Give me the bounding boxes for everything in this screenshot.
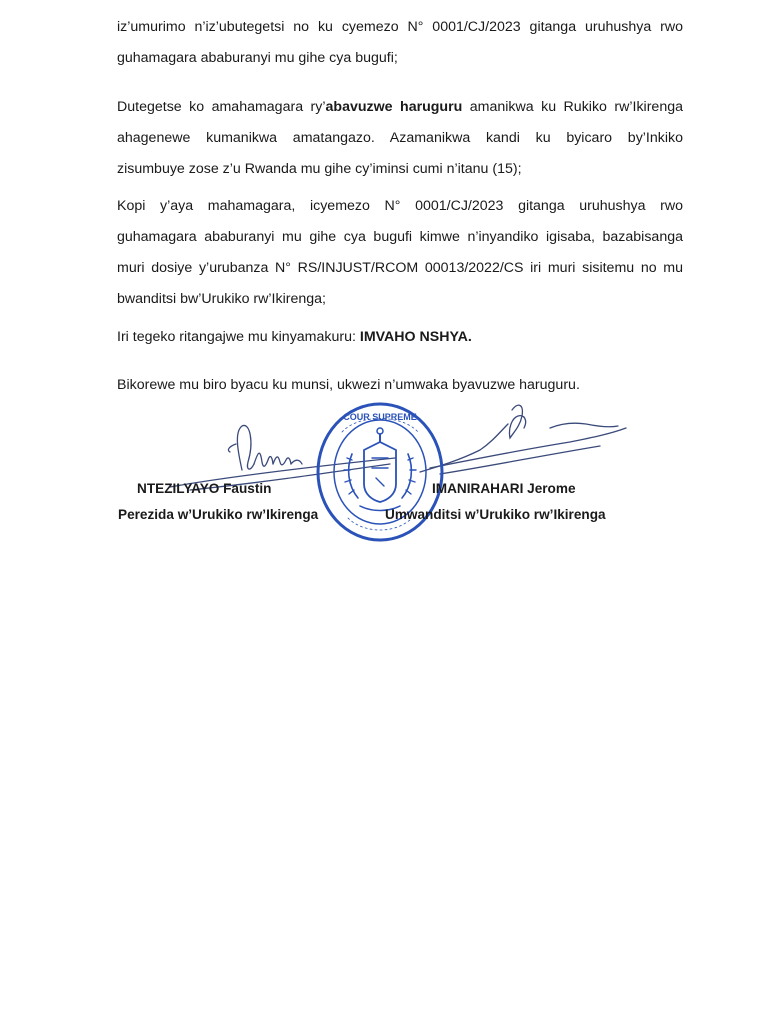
paragraph-3-line-3: muri dosiye y’urubanza N° RS/INJUST/RCOM 00013/2022/CS iri muri sisitemu no mu bbox=[117, 260, 683, 276]
seal-text: COUR SUPREME bbox=[343, 412, 417, 422]
paragraph-2 bbox=[117, 92, 683, 185]
paragraph-5-line-1: Bikorewe mu biro byacu ku munsi, ukwezi n’umwaka byavuzwe haruguru. bbox=[117, 377, 580, 393]
left-signatory-name: NTEZILYAYO Faustin bbox=[137, 481, 272, 496]
paragraph-3 bbox=[117, 191, 683, 315]
paragraph-1-line-2: guhamagara ababuranyi mu gihe cya bugufi; bbox=[117, 50, 398, 66]
paragraph-2-line-2: ahagenewe kumanikwa amatangazo. Azamanikwa kandi ku byicaro by’Inkiko bbox=[117, 130, 683, 146]
paragraph-1 bbox=[117, 12, 683, 74]
right-signatory-name: IMANIRAHARI Jerome bbox=[432, 481, 576, 496]
paragraph-4-bold-newspaper: IMVAHO NSHYA. bbox=[359, 329, 472, 345]
paragraph-4 bbox=[117, 322, 683, 353]
right-signatory-title: Umwanditsi w’Urukiko rw’Ikirenga bbox=[385, 507, 606, 522]
paragraph-2-line-3: zisumbuye zose z’u Rwanda mu gihe cy’iminsi cumi n’itanu (15); bbox=[117, 161, 522, 177]
paragraph-4-line-1 bbox=[117, 322, 683, 353]
paragraph-4-text: Iri tegeko ritangajwe mu kinyamakuru: bbox=[117, 329, 360, 345]
left-signatory-title: Perezida w’Urukiko rw’Ikirenga bbox=[118, 507, 319, 522]
paragraph-1-line-1: iz’umurimo n’iz’ubutegetsi no ku cyemezo N° 0001/CJ/2023 gitanga uruhushya rwo bbox=[117, 19, 683, 35]
paragraph-3-line-4: bwanditsi bw’Urukiko rw’Ikirenga; bbox=[117, 291, 326, 307]
paragraph-2-line-1 bbox=[117, 92, 683, 123]
court-seal bbox=[312, 398, 448, 546]
paragraph-2-bold-phrase: abavuzwe haruguru bbox=[325, 99, 463, 115]
paragraph-3-line-1: Kopi y’aya mahamagara, icyemezo N° 0001/CJ/2023 gitanga uruhushya rwo bbox=[117, 198, 683, 214]
paragraph-5 bbox=[117, 370, 683, 401]
paragraph-2-line-1-start: Dutegetse ko amahamagara ry’ bbox=[117, 99, 326, 115]
paragraph-2-line-1-end: amanikwa ku Rukiko rw’Ikirenga bbox=[462, 99, 683, 115]
paragraph-3-line-2: guhamagara ababuranyi mu gihe cya bugufi kimwe n’inyandiko igisaba, bazabisanga bbox=[117, 229, 683, 245]
